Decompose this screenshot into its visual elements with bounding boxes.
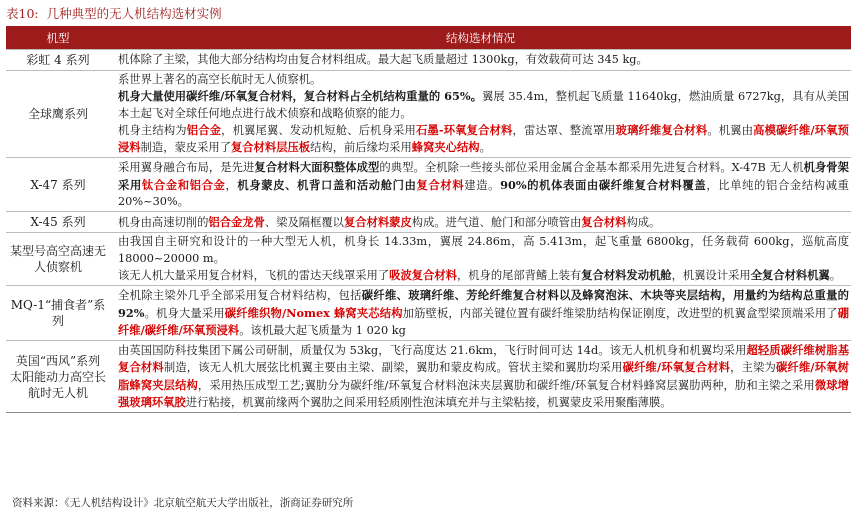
table-header-row (6, 26, 851, 50)
table-row (6, 233, 851, 286)
model-cell: 全球鹰系列 (6, 71, 110, 158)
bold-text: 复合材料发动机舱 (581, 267, 672, 282)
materials-paragraph (118, 234, 849, 267)
highlighted-material: 微球增强玻璃环氧胶 (118, 377, 849, 410)
materials-paragraph (118, 159, 849, 210)
model-cell: 某型号高空高速无人侦察机 (6, 233, 110, 286)
materials-paragraph (118, 122, 849, 157)
highlighted-material: 复合材料 (416, 177, 465, 192)
table-title-text: 几种典型的无人机结构选材实例 (46, 6, 222, 21)
bold-text: 机身骨架采用 (118, 160, 849, 192)
text-segment: 由英国国防科技集团下属公司研制，质量仅为 53kg，飞行高度达 21.6km，飞行时间可达 14d。该无人机机身和机翼均采用 (118, 344, 747, 358)
text-segment: 进行粘接，机翼前缘两个翼肋之间采用轻质刚性泡沫填充并与主梁粘接，机翼蒙皮采用聚酯薄膜。 (185, 396, 672, 410)
highlighted-material: 钛合金和铝合金 (141, 177, 226, 192)
text-segment: ，采用热压成型工艺;翼肋分为碳纤维/环氧复合材料泡沫夹层翼肋和碳纤维/环氧复合材料蜂窝层翼肋两种，肋和主梁之采用 (197, 378, 815, 392)
text-segment: 。 (829, 268, 842, 282)
text-segment: 制造，蒙皮采用了 (140, 141, 231, 155)
highlighted-material: 铝合金 (186, 122, 222, 137)
text-segment: ，机翼设计采用 (671, 268, 751, 282)
highlighted-material: 碳纤维织物/Nomex 蜂窝夹芯结构 (224, 305, 403, 320)
highlighted-material: 复合材料层压板 (231, 140, 311, 155)
materials-paragraph (118, 214, 849, 231)
materials-cell (110, 212, 851, 233)
text-segment: 的典型。全机除一些接头部位采用金属合金基本都采用先进复合材料。X-47B 无人机 (379, 161, 804, 175)
table-row (6, 212, 851, 233)
bold-text: 碳纤维、玻璃纤维、芳纶纤维复合材料以及蜂窝泡沫、木块等夹层结构，用量约为结构总重量的 92% (118, 288, 849, 320)
text-segment: 。机翼由 (707, 123, 754, 137)
source-note: 资料来源：《无人机结构设计》北京航空航天大学出版社，浙商证券研究所 (12, 497, 354, 509)
highlighted-material: 复合材料 (581, 214, 627, 229)
highlighted-material: 石墨-环氧复合材料 (415, 122, 513, 137)
highlighted-material: 铝合金龙骨 (208, 214, 265, 229)
text-segment: 全机除主梁外几乎全部采用复合材料结构，包括 (118, 289, 362, 303)
highlighted-material: 玻璃纤维复合材料 (615, 122, 708, 137)
text-segment: 结构，前后缘均采用 (310, 141, 412, 155)
materials-cell (110, 50, 851, 71)
bold-text: 90%的机体表面由碳纤维复合材料覆盖 (500, 177, 707, 192)
highlighted-material: 高模碳纤维/环氧预浸料 (118, 122, 849, 155)
materials-cell (110, 158, 851, 212)
text-segment: ， (225, 178, 238, 192)
highlighted-material: 硼纤维/碳纤维/环氧预浸料 (118, 305, 849, 337)
text-segment: 系世界上著名的高空长航时无人侦察机。 (118, 73, 322, 86)
materials-paragraph (118, 52, 849, 68)
header-model: 机型 (6, 26, 110, 50)
text-segment: ，机翼尾翼、发动机短舱、后机身采用 (221, 123, 416, 137)
model-cell: 彩虹 4 系列 (6, 50, 110, 71)
text-segment: ，雷达罩、整流罩用 (512, 123, 616, 137)
text-segment: 建造。 (464, 178, 501, 192)
text-segment: 机身由高速切削的 (118, 215, 209, 229)
text-segment: ，主梁为 (730, 361, 777, 375)
model-cell: X-45 系列 (6, 212, 110, 233)
text-segment: 构成。 (626, 215, 661, 229)
text-segment: 制造，该无人机大展弦比机翼主要由主梁、副梁，翼肋和蒙皮构成。管状主梁和翼肋均采用 (163, 361, 623, 375)
text-segment: 。 (479, 141, 491, 155)
table-row (6, 158, 851, 212)
text-segment: 机身主结构为 (118, 123, 187, 137)
text-segment: 。该机最大起飞质量为 1 020 kg (239, 323, 406, 337)
materials-cell (110, 71, 851, 158)
materials-cell (110, 286, 851, 341)
text-segment: 翼展 35.4m，整机起飞质量 11640kg，燃油质量 6727kg，具有从美国本土起飞对全球任何地点进行战术侦察和战略侦察的能力。 (118, 90, 849, 120)
table-title (6, 0, 851, 26)
materials-paragraph (118, 287, 849, 339)
text-segment: 。机身大量采用 (144, 306, 225, 320)
highlighted-material: 超轻质碳纤维树脂基复合材料 (118, 343, 849, 375)
table-body (6, 50, 851, 413)
materials-cell (110, 233, 851, 286)
bold-text: 复合材料大面积整体成型 (254, 160, 380, 175)
header-materials: 结构选材情况 (110, 26, 851, 50)
text-segment: 机体除了主梁，其他大部分结构均由复合材料组成。最大起飞质量超过 1300kg，有效载荷可达 345 kg。 (118, 52, 648, 66)
text-segment: 该无人机大量采用复合材料，飞机的雷达天线罩采用了 (118, 268, 390, 282)
text-segment: 采用翼身融合布局，是先进 (118, 161, 255, 175)
materials-table (6, 26, 851, 413)
table-row (6, 71, 851, 158)
table-number: 表10: (6, 6, 39, 21)
text-segment: 加筋壁板，内部关键位置有碳纤维梁肋结构保证刚度，改进型的机翼盒型梁顶端采用了 (402, 306, 838, 320)
highlighted-material: 复合材料蒙皮 (343, 214, 412, 229)
text-segment: ，比单纯的铝合金结构减重 20%~30%。 (118, 178, 849, 209)
text-segment: 构成。进气道、舱门和部分喷管由 (411, 215, 582, 229)
highlighted-material: 碳纤维/环氧树脂蜂窝夹层结构 (118, 360, 849, 392)
table-row (6, 50, 851, 71)
materials-cell (110, 341, 851, 413)
highlighted-material: 碳纤维/环氧复合材料 (622, 360, 731, 375)
text-segment: ，机身的尾部背鳍上装有 (456, 268, 582, 282)
bold-text: 全复合材料机翼 (750, 267, 830, 282)
materials-paragraph (118, 72, 849, 88)
model-cell: 英国“西风”系列太阳能动力高空长航时无人机 (6, 341, 110, 413)
materials-paragraph (118, 88, 849, 122)
table-row (6, 286, 851, 341)
model-cell: MQ-1“捕食者”系列 (6, 286, 110, 341)
materials-paragraph (118, 267, 849, 284)
text-segment: 由我国自主研究和设计的一种大型无人机，机身长 14.33m，翼展 24.86m，高 5.413m，起飞重量 6800kg，任务载荷 600kg，巡航高度 18000~20000 m。 (118, 235, 849, 265)
materials-paragraph (118, 342, 849, 411)
highlighted-material: 蜂窝夹心结构 (411, 140, 480, 155)
table-row (6, 341, 851, 413)
model-cell: X-47 系列 (6, 158, 110, 212)
highlighted-material: 吸波复合材料 (389, 267, 457, 282)
bold-text: 机身蒙皮、机背口盖和活动舱门由 (237, 177, 417, 192)
text-segment: 、梁及隔框覆以 (264, 215, 344, 229)
bold-text: 机身大量使用碳纤维/环氧复合材料，复合材料占全机结构重量的 65%。 (118, 89, 483, 104)
